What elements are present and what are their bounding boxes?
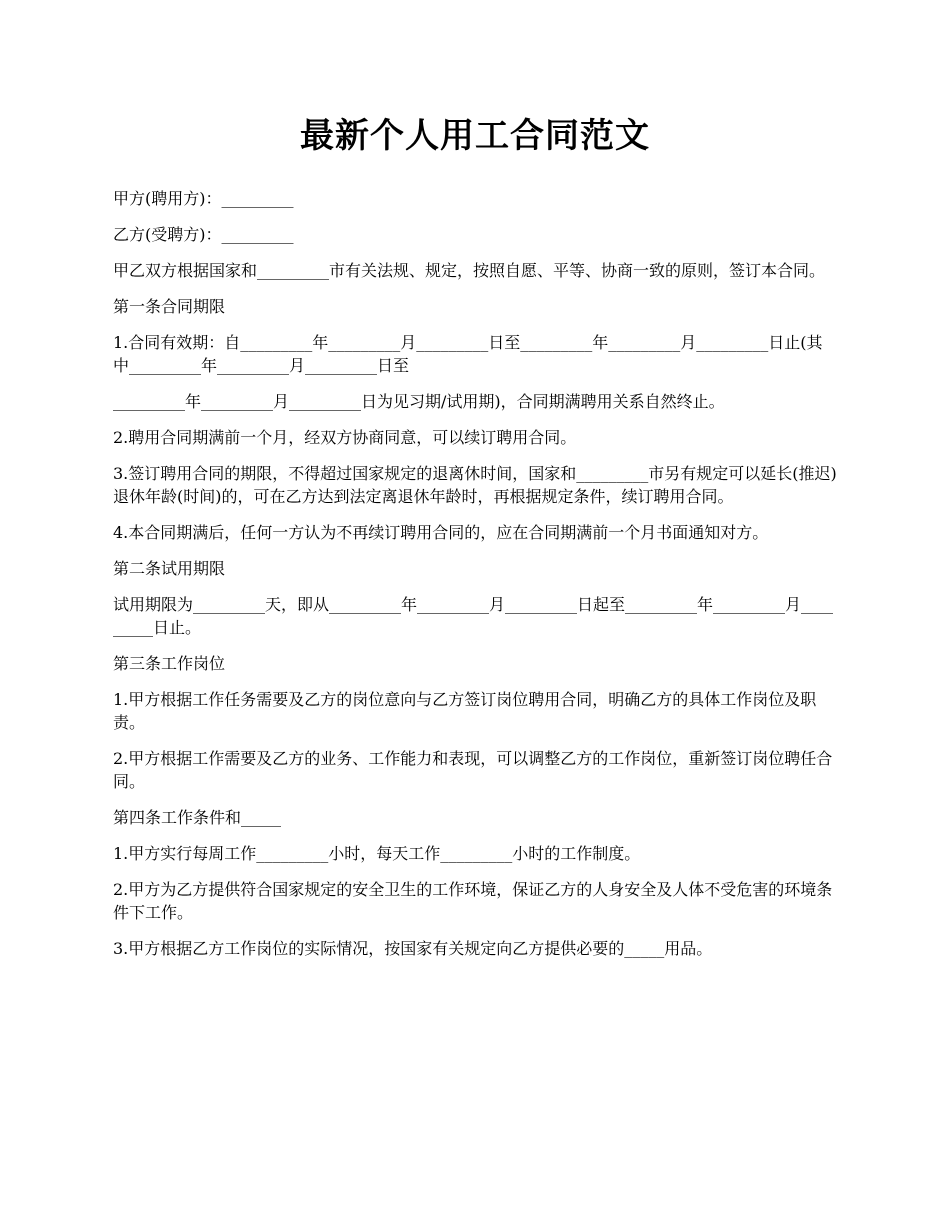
preamble-paragraph: 甲乙双方根据国家和_________市有关法规、规定，按照自愿、平等、协商一致的原则，签订本合同。: [113, 261, 826, 280]
article-1-heading: 第一条合同期限: [113, 297, 226, 316]
article-2-clause: 试用期限为_________天，即从_________年_________月_________日起至_________年_________月_________日止。: [113, 595, 834, 637]
article-1-clause-1: 1.合同有效期：自_________年_________月_________日至_________年_________月_________日止(其中_________年_________月_________日至: [113, 333, 823, 375]
article-4-clause-3: 3.甲方根据乙方工作岗位的实际情况，按国家有关规定向乙方提供必要的_____用品。: [113, 939, 713, 958]
party-a-line: 甲方(聘用方)：_________: [113, 189, 294, 208]
party-b-line: 乙方(受聘方)：_________: [113, 225, 294, 244]
article-1-clause-3: 3.签订聘用合同的期限，不得超过国家规定的退离休时间，国家和_________市另有规定可以延长(推迟)退休年龄(时间)的，可在乙方达到法定离退休年龄时，再根据规定条件，续订聘用合同。: [113, 464, 837, 506]
article-2-heading: 第二条试用期限: [113, 559, 226, 578]
article-4-clause-2: 2.甲方为乙方提供符合国家规定的安全卫生的工作环境，保证乙方的人身安全及人体不受危害的环境条件下工作。: [113, 880, 833, 922]
article-4-heading: 第四条工作条件和_____: [113, 808, 282, 827]
article-1-clause-2: 2.聘用合同期满前一个月，经双方协商同意，可以续订聘用合同。: [113, 428, 577, 447]
article-4-clause-1: 1.甲方实行每周工作_________小时，每天工作_________小时的工作制度。: [113, 844, 641, 863]
article-1-clause-4: 4.本合同期满后，任何一方认为不再续订聘用合同的，应在合同期满前一个月书面通知对方。: [113, 523, 769, 542]
article-1-clause-1-continued: _________年_________月_________日为见习期/试用期)，合同期满聘用关系自然终止。: [113, 392, 725, 411]
article-3-clause-2: 2.甲方根据工作需要及乙方的业务、工作能力和表现，可以调整乙方的工作岗位，重新签订岗位聘任合同。: [113, 749, 833, 791]
article-3-heading: 第三条工作岗位: [113, 654, 226, 673]
document-title: 最新个人用工合同范文: [300, 116, 650, 156]
document-page: [113, 112, 837, 973]
article-3-clause-1: 1.甲方根据工作任务需要及乙方的岗位意向与乙方签订岗位聘用合同，明确乙方的具体工作岗位及职责。: [113, 690, 817, 732]
